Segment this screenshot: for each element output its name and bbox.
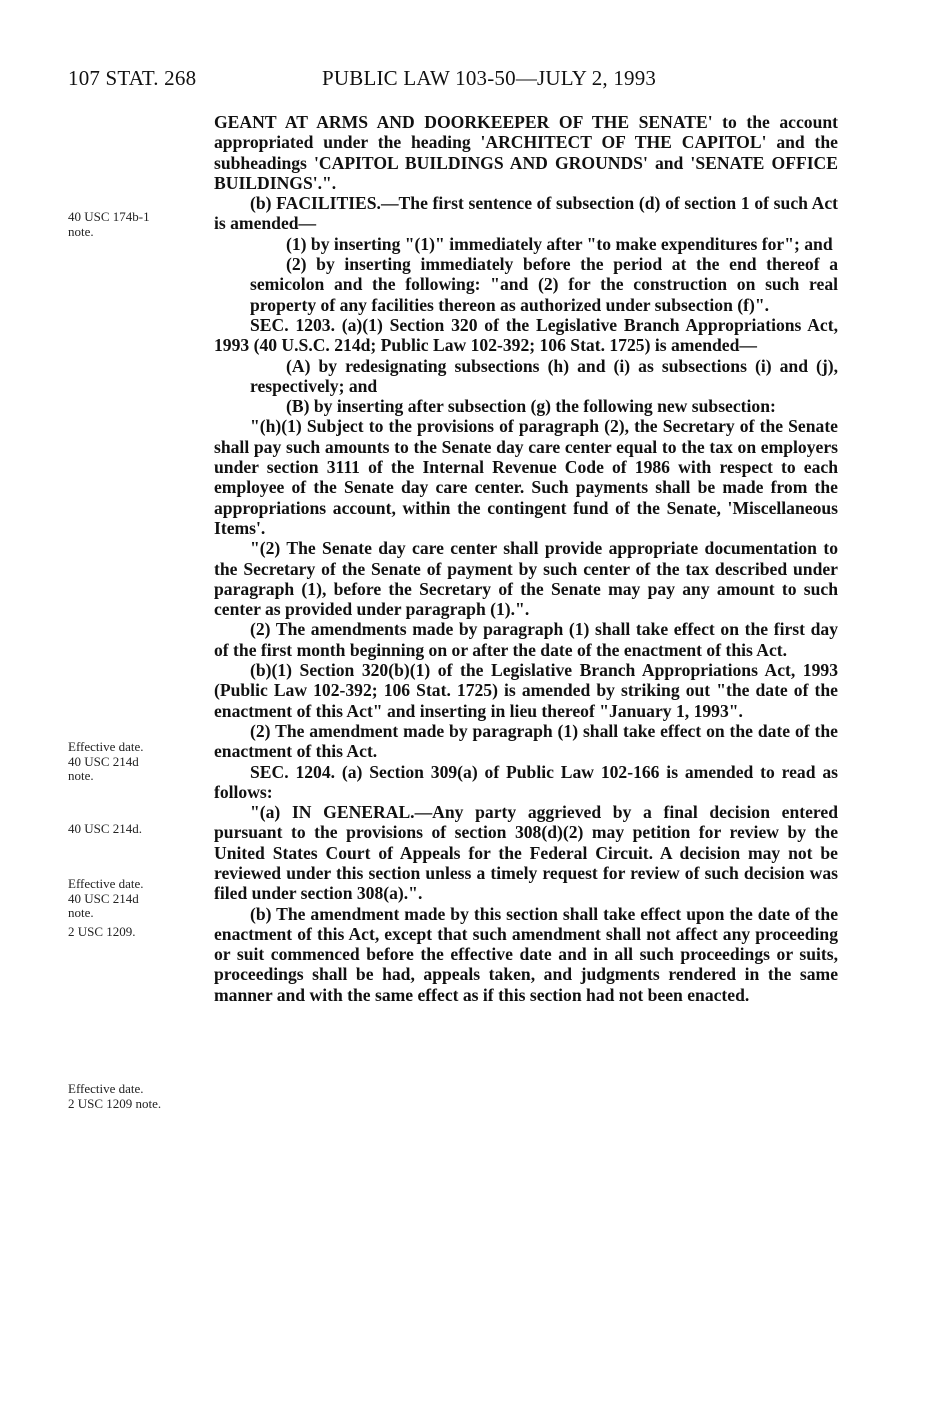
margin-note (68, 877, 144, 921)
statute-text (214, 112, 838, 1005)
paragraph: "(h)(1) Subject to the provisions of paragraph (2), the Secretary of the Senate shall pay such amounts to the Senate day care center equal to the tax on employers under section 3111 of the Internal Revenue Code of 1986 with respect to each employee of the Senate day care center. Such payments shall be made from the appropriations account, within the contingent fund of the Senate, 'Miscellaneous Items'. (214, 416, 838, 538)
paragraph: GEANT AT ARMS AND DOORKEEPER OF THE SENATE' to the account appropriated under the heading 'ARCHITECT OF THE CAPITOL' and the subheadings 'CAPITOL BUILDINGS AND GROUNDS' and 'SENATE OFFICE BUILDINGS'.". (214, 112, 838, 193)
margin-note-line: Effective date. (68, 876, 144, 891)
paragraph: SEC. 1204. (a) Section 309(a) of Public Law 102-166 is amended to read as follows: (214, 761, 838, 802)
margin-note-line: 40 USC 214d (68, 753, 139, 769)
margin-note-line: 40 USC 214d (68, 890, 139, 906)
margin-note-line: 40 USC 174b-1 (68, 209, 150, 224)
page-stat-number: 107 STAT. 268 (68, 66, 197, 90)
paragraph: (b) FACILITIES.—The first sentence of subsection (d) of section 1 of such Act is amended— (214, 193, 838, 234)
paragraph: (1) by inserting "(1)" immediately after "to make expenditures for"; and (286, 233, 833, 254)
margin-note-line: note. (68, 905, 94, 920)
margin-note-line: note. (68, 768, 94, 783)
paragraph: (2) The amendment made by paragraph (1) shall take effect on the date of the enactment of this Act. (214, 720, 838, 762)
paragraph: (2) The amendments made by paragraph (1) shall take effect on the first day of the first month beginning on or after the date of the enactment of this Act. (214, 619, 838, 660)
paragraph: (A) by redesignating subsections (h) and (i) as subsections (i) and (j), respectively; and (250, 355, 838, 396)
paragraph: "(a) IN GENERAL.—Any party aggrieved by a final decision entered pursuant to the provisions of section 308(d)(2) may petition for review by the United States Court of Appeals for the Federal Circuit. A decision may not be reviewed under this section unless a timely request for review of such decision was filed under section 308(a).". (214, 802, 838, 904)
margin-note-line: note. (68, 223, 94, 239)
paragraph: SEC. 1203. (a)(1) Section 320 of the Legislative Branch Appropriations Act, 1993 (40 U.S.C. 214d; Public Law 102-392; 106 Stat. 1725) is amended— (214, 314, 838, 356)
margin-note-line: 40 USC 214d. (68, 821, 143, 836)
paragraph: (b) The amendment made by this section shall take effect upon the date of the enactment of this Act, except that such amendment shall not affect any proceeding or suit commenced before the effective date and in all such proceedings or suits, proceedings shall be had, appeals taken, and judgments rendered in the same manner and with the same effect as if this section had not been enacted. (214, 903, 838, 1005)
paragraph: "(2) The Senate day care center shall provide appropriate documentation to the Secretary of the Senate of payment by such center of the tax described under paragraph (1), before the Secretary of the Senate may pay any amount to such center as provided under paragraph (1).". (214, 538, 838, 620)
margin-note (68, 740, 144, 784)
paragraph: (2) by inserting immediately before the period at the end thereof a semicolon and the following: "and (2) for the construction on such real property of any facilities thereon as authorized under subsection (f)". (250, 254, 838, 315)
paragraph: (B) by inserting after subsection (g) the following new subsection: (286, 396, 776, 417)
margin-note-line: 2 USC 1209. (68, 924, 136, 939)
running-header-title: PUBLIC LAW 103-50—JULY 2, 1993 (322, 66, 657, 90)
paragraph: (b)(1) Section 320(b)(1) of the Legislative Branch Appropriations Act, 1993 (Public Law 102-392; 106 Stat. 1725) is amended by striking out "the date of the enactment of this Act" and inserting in lieu thereof "January 1, 1993". (214, 660, 838, 721)
margin-note (68, 822, 142, 837)
margin-note (68, 925, 136, 940)
margin-note-line: Effective date. (68, 739, 144, 754)
margin-note (68, 210, 150, 239)
margin-note (68, 1082, 161, 1111)
margin-note-line: Effective date. (68, 1081, 144, 1096)
margin-note-line: 2 USC 1209 note. (68, 1095, 162, 1111)
